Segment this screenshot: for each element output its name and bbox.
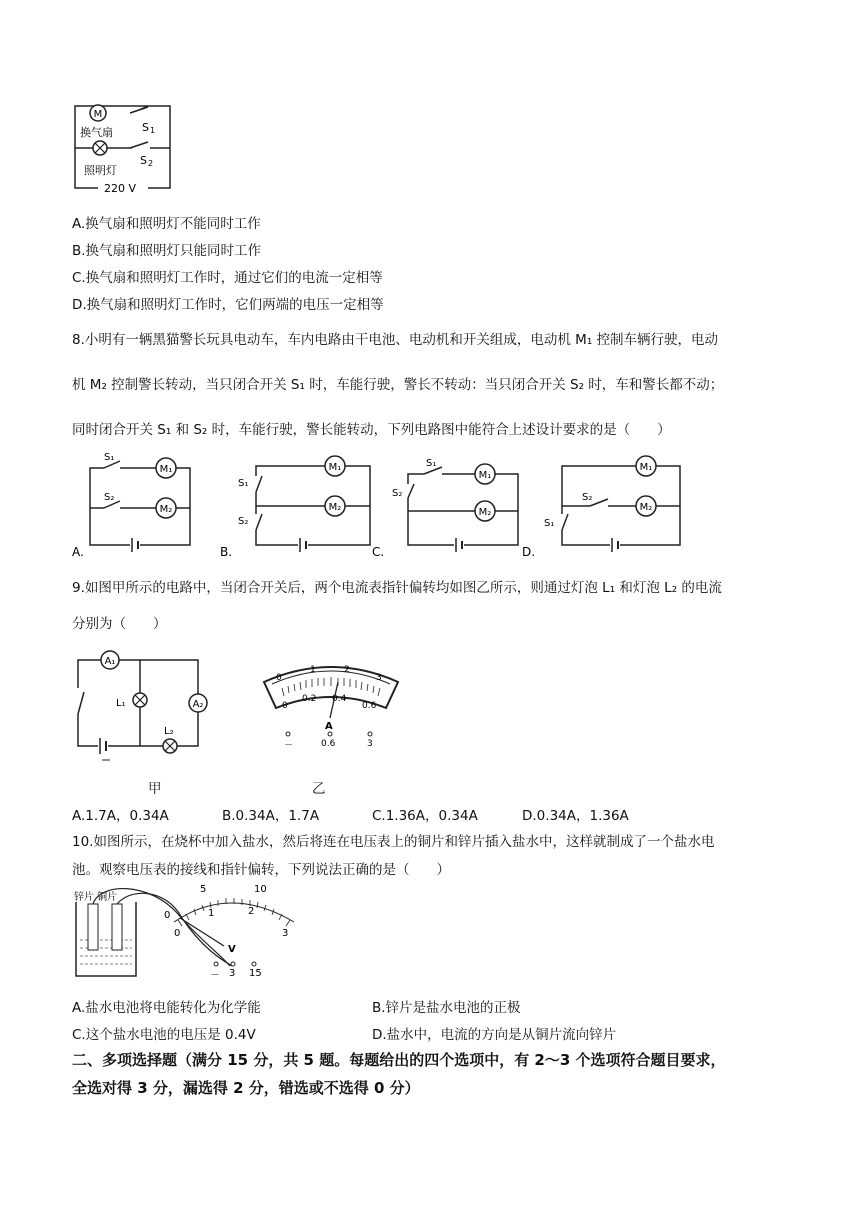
svg-text:A₁: A₁ bbox=[104, 656, 116, 667]
q8-label-d: D. bbox=[522, 545, 536, 559]
svg-text:S₂: S₂ bbox=[238, 516, 249, 527]
svg-text:S₁: S₁ bbox=[104, 452, 115, 463]
svg-text:L₂: L₂ bbox=[164, 726, 174, 737]
svg-text:2: 2 bbox=[248, 906, 255, 917]
q8-label-c: C. bbox=[372, 545, 385, 559]
svg-text:3: 3 bbox=[376, 673, 382, 683]
q10-option-d: D.盐水中，电流的方向是从铜片流向锌片 bbox=[372, 1027, 617, 1043]
q9-stem-line-2: 分别为（ ） bbox=[72, 616, 167, 632]
svg-text:0: 0 bbox=[276, 673, 282, 683]
q9-option-d: D.0.34A，1.36A bbox=[522, 808, 629, 824]
q7-fan-label: 换气扇 bbox=[80, 126, 113, 139]
svg-text:1: 1 bbox=[150, 126, 156, 135]
svg-text:M₂: M₂ bbox=[328, 502, 342, 513]
svg-text:0.6: 0.6 bbox=[362, 701, 377, 711]
svg-text:V: V bbox=[228, 944, 236, 955]
svg-text:M₁: M₁ bbox=[639, 462, 653, 473]
svg-text:A: A bbox=[325, 721, 333, 732]
svg-text:M₁: M₁ bbox=[478, 470, 492, 481]
svg-text:M₁: M₁ bbox=[328, 462, 342, 473]
q7-voltage-label: 220 V bbox=[104, 182, 137, 195]
q9-option-b: B.0.34A，1.7A bbox=[222, 808, 320, 824]
q10-option-c: C.这个盐水电池的电压是 0.4V bbox=[72, 1027, 256, 1043]
q7-fan-symbol: M bbox=[93, 109, 103, 120]
q7-option-a: A.换气扇和照明灯不能同时工作 bbox=[72, 216, 261, 232]
q9-circuit-jia bbox=[70, 648, 220, 768]
svg-text:15: 15 bbox=[249, 968, 262, 979]
svg-text:3: 3 bbox=[282, 928, 289, 939]
q9-ammeter-yi bbox=[258, 658, 404, 754]
q10-stem-line-2: 池。观察电压表的接线和指针偏转，下列说法正确的是（ ） bbox=[72, 862, 450, 878]
q9-option-c: C.1.36A，0.34A bbox=[372, 808, 478, 824]
q8-circuit-b bbox=[220, 452, 380, 562]
q8-circuit-c bbox=[372, 452, 532, 562]
svg-text:2: 2 bbox=[148, 159, 154, 168]
svg-text:3: 3 bbox=[229, 968, 236, 979]
q7-s2-label: S bbox=[140, 154, 147, 167]
svg-text:M₂: M₂ bbox=[478, 507, 492, 518]
section-2-heading-line-2: 全选对得 3 分，漏选得 2 分，错选或不选得 0 分） bbox=[72, 1079, 420, 1097]
q8-circuit-d bbox=[522, 452, 692, 562]
svg-text:0.6: 0.6 bbox=[321, 739, 336, 749]
q10-option-b: B.锌片是盐水电池的正极 bbox=[372, 1000, 521, 1016]
svg-text:M₂: M₂ bbox=[159, 504, 173, 515]
svg-text:S₂: S₂ bbox=[104, 492, 115, 503]
svg-text:S₂: S₂ bbox=[392, 488, 403, 499]
svg-text:A₂: A₂ bbox=[192, 699, 204, 710]
q8-stem-line-1: 8.小明有一辆黑猫警长玩具电动车，车内电路由干电池、电动机和开关组成，电动机 M₁ 控制车辆行驶，电动 bbox=[72, 332, 719, 348]
q7-option-b: B.换气扇和照明灯只能同时工作 bbox=[72, 243, 262, 259]
svg-text:2: 2 bbox=[344, 665, 350, 675]
q7-circuit-diagram bbox=[70, 100, 180, 195]
q9-caption-jia: 甲 bbox=[148, 781, 162, 797]
svg-text:M₂: M₂ bbox=[639, 502, 653, 513]
q8-label-b: B. bbox=[220, 545, 233, 559]
svg-text:0.4: 0.4 bbox=[332, 694, 347, 704]
svg-text:M₁: M₁ bbox=[159, 464, 173, 475]
section-2-heading-line-1: 二、多项选择题（满分 15 分，共 5 题。每题给出的四个选项中，有 2～3 个选项符合题目要求， bbox=[72, 1051, 726, 1069]
svg-text:S₁: S₁ bbox=[238, 478, 249, 489]
q10-stem-line-1: 10.如图所示，在烧杯中加入盐水，然后将连在电压表上的铜片和锌片插入盐水中，这样就制成了一个盐水电 bbox=[72, 834, 715, 850]
svg-text:L₁: L₁ bbox=[116, 698, 126, 709]
q9-stem-line-1: 9.如图甲所示的电路中，当闭合开关后，两个电流表指针偏转均如图乙所示，则通过灯泡 L₁ 和灯泡 L₂ 的电流 bbox=[72, 580, 722, 596]
q7-option-c: C.换气扇和照明灯工作时，通过它们的电流一定相等 bbox=[72, 270, 383, 286]
q7-option-d: D.换气扇和照明灯工作时，它们两端的电压一定相等 bbox=[72, 297, 384, 313]
svg-text:S₁: S₁ bbox=[544, 518, 555, 529]
svg-text:S₂: S₂ bbox=[582, 492, 593, 503]
svg-text:S₁: S₁ bbox=[426, 458, 437, 469]
svg-text:3: 3 bbox=[367, 739, 373, 749]
q7-lamp-label: 照明灯 bbox=[84, 164, 117, 177]
q10-beaker-label: 锌片 铜片 bbox=[74, 892, 118, 903]
q10-saltwater-battery-diagram bbox=[70, 878, 330, 982]
q8-label-a: A. bbox=[72, 545, 84, 559]
q8-stem-line-2: 机 M₂ 控制警长转动，当只闭合开关 S₁ 时，车能行驶，警长不转动：当只闭合开关 S₂ 时，车和警长都不动； bbox=[72, 377, 724, 393]
svg-text:－: － bbox=[284, 741, 294, 751]
q10-option-a: A.盐水电池将电能转化为化学能 bbox=[72, 1000, 261, 1016]
svg-text:0: 0 bbox=[282, 701, 288, 711]
svg-text:1: 1 bbox=[310, 665, 316, 675]
q9-option-a: A.1.7A，0.34A bbox=[72, 808, 169, 824]
svg-text:0: 0 bbox=[174, 928, 181, 939]
svg-text:－: － bbox=[210, 970, 220, 981]
q9-caption-yi: 乙 bbox=[312, 781, 326, 797]
svg-text:5: 5 bbox=[200, 884, 207, 895]
q8-stem-line-3: 同时闭合开关 S₁ 和 S₂ 时，车能行驶，警长能转动，下列电路图中能符合上述设计要求的是（ ） bbox=[72, 422, 671, 438]
svg-text:1: 1 bbox=[208, 908, 215, 919]
svg-text:10: 10 bbox=[254, 884, 267, 895]
svg-text:0: 0 bbox=[164, 910, 171, 921]
svg-text:0.2: 0.2 bbox=[302, 694, 317, 704]
q8-circuit-a bbox=[72, 452, 202, 562]
q7-s1-label: S bbox=[142, 121, 149, 134]
